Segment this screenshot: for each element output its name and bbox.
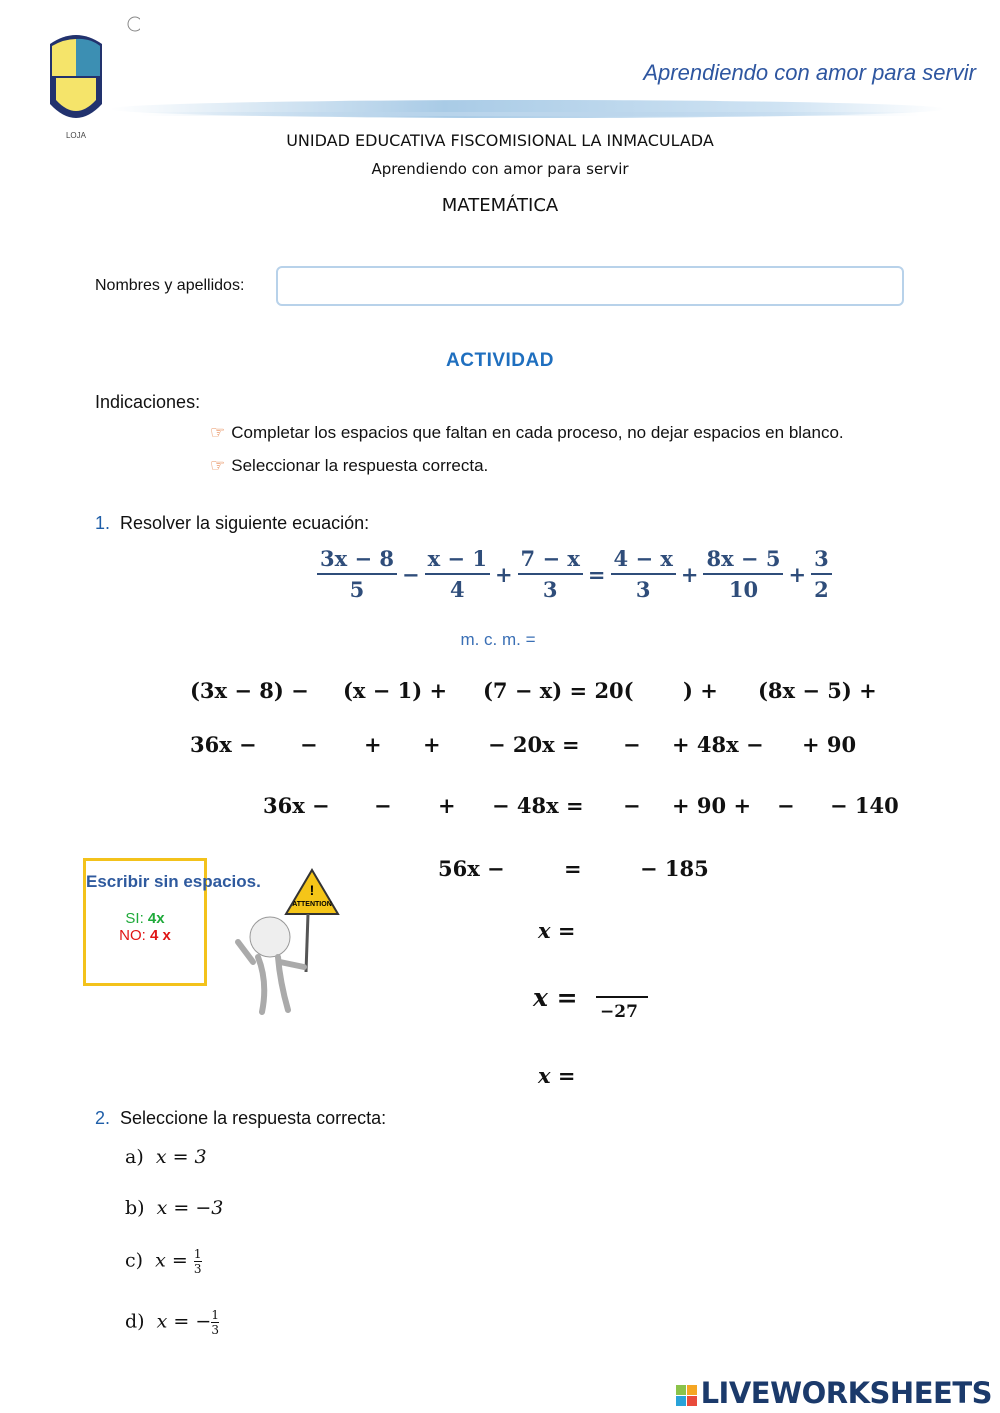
math-token: + 90 [802, 732, 857, 757]
option-a[interactable] [125, 1146, 207, 1168]
mcm-label: m. c. m. = [460, 630, 536, 649]
numerator: 7 − x [518, 546, 583, 575]
numerator: 4 − x [611, 546, 676, 575]
math-token: + [423, 732, 441, 757]
equation-operator: − [401, 561, 420, 587]
question-text: Seleccione la respuesta correcta: [120, 1108, 387, 1128]
brand-text: LIVEWORKSHEETS [700, 1376, 992, 1410]
equation-fraction [611, 546, 676, 602]
option-fraction [194, 1247, 202, 1276]
name-input[interactable] [276, 266, 904, 306]
equation-fraction [518, 546, 583, 602]
math-token: ) + [683, 678, 718, 703]
math-step: x = [533, 983, 578, 1012]
math-token: 56x − [438, 856, 505, 881]
math-token: − [300, 732, 318, 757]
equation-operator: = [587, 561, 606, 587]
header-swoosh-line [140, 112, 920, 116]
math-token: + [438, 793, 456, 818]
math-token: (x − 1) + [343, 678, 448, 703]
math-token: (3x − 8) − [190, 678, 309, 703]
math-token: (7 − x) = 20( [483, 678, 634, 703]
equation-fraction [425, 546, 490, 602]
no-value: 4 x [149, 927, 171, 944]
option-d[interactable] [125, 1308, 219, 1337]
name-label: Nombres y apellidos: [95, 277, 245, 294]
question-2 [95, 1108, 386, 1129]
denominator: 3 [635, 577, 651, 602]
school-name: UNIDAD EDUCATIVA FISCOMISIONAL LA INMACULADA [286, 131, 714, 150]
subject-title: MATEMÁTICA [441, 195, 559, 216]
activity-title: ACTIVIDAD [446, 350, 554, 371]
math-token: 36x − [190, 732, 257, 757]
option-letter: b) [125, 1197, 145, 1219]
instruction-item [210, 456, 488, 476]
note-no [86, 927, 204, 944]
equation-operator: + [788, 561, 807, 587]
option-c[interactable] [125, 1247, 202, 1276]
math-token: (8x − 5) + [758, 678, 877, 703]
school-motto: Aprendiendo con amor para servir [371, 160, 629, 178]
attention-figure-icon [218, 862, 358, 1020]
denominator: 2 [814, 577, 829, 602]
math-token: + 90 + [672, 793, 752, 818]
fraction-denominator: −27 [600, 1002, 638, 1022]
math-token: − 20x = [488, 732, 580, 757]
math-token: 36x − [263, 793, 330, 818]
math-token: − [623, 793, 641, 818]
main-equation [315, 546, 834, 602]
instruction-text: Completar los espacios que faltan en cada proceso, no dejar espacios en blanco. [231, 423, 844, 442]
option-letter: d) [125, 1310, 145, 1333]
option-letter: c) [125, 1249, 144, 1272]
option-b[interactable] [125, 1197, 223, 1219]
denominator: 3 [193, 1262, 202, 1276]
numerator: 1 [211, 1308, 219, 1322]
no-label: NO: [119, 927, 146, 944]
option-value: x = −3 [156, 1197, 224, 1219]
denominator: 4 [449, 577, 465, 602]
option-letter: a) [125, 1146, 144, 1168]
question-1 [95, 513, 369, 534]
question-number: 1. [95, 513, 111, 533]
math-token: + 48x − [672, 732, 764, 757]
equation-operator: + [494, 561, 513, 587]
math-token: + [364, 732, 382, 757]
numerator: 1 [193, 1247, 202, 1261]
option-fraction [211, 1308, 219, 1337]
math-token: − 140 [830, 793, 899, 818]
liveworksheets-icon [676, 1385, 697, 1406]
equation-fraction [317, 546, 397, 602]
option-value: x = 3 [155, 1146, 207, 1168]
svg-text:LOJA: LOJA [65, 131, 87, 140]
note-box [83, 858, 261, 986]
pointing-hand-icon: ☞ [210, 423, 226, 442]
instructions-label: Indicaciones: [95, 392, 201, 412]
note-title: Escribir sin espacios. [86, 872, 261, 891]
school-logo [12, 14, 140, 142]
numerator: 8x − 5 [703, 546, 783, 575]
option-value: x = − [156, 1310, 212, 1333]
instruction-item [210, 423, 844, 443]
instruction-text: Seleccionar la respuesta correcta. [231, 456, 489, 475]
fraction-bar [596, 996, 648, 998]
liveworksheets-logo [676, 1376, 992, 1410]
svg-text:ATTENTION: ATTENTION [292, 901, 332, 908]
denominator: 10 [728, 577, 759, 602]
yes-label: SI: [125, 910, 144, 927]
math-token: = [564, 856, 582, 881]
pointing-hand-icon: ☞ [210, 456, 226, 475]
math-token: − [777, 793, 795, 818]
numerator: 3 [811, 546, 832, 575]
option-value: x = [155, 1249, 194, 1272]
denominator: 3 [542, 577, 558, 602]
equation-fraction [811, 546, 832, 602]
header-slogan: Aprendiendo con amor para servir [643, 60, 976, 85]
numerator: 3x − 8 [317, 546, 397, 575]
question-text: Resolver la siguiente ecuación: [120, 513, 370, 533]
math-token: − 185 [640, 856, 709, 881]
yes-value: 4x [147, 910, 165, 927]
note-yes [86, 910, 204, 927]
denominator: 5 [349, 577, 365, 602]
numerator: x − 1 [425, 546, 490, 575]
math-token: − 48x = [492, 793, 584, 818]
math-step: x = [538, 1063, 576, 1088]
question-number: 2. [95, 1108, 111, 1128]
math-token: − [374, 793, 392, 818]
equation-fraction [703, 546, 783, 602]
equation-operator: + [680, 561, 699, 587]
denominator: 3 [211, 1323, 219, 1337]
math-step: x = [538, 918, 576, 943]
svg-text:!: ! [309, 882, 315, 898]
math-token: − [623, 732, 641, 757]
